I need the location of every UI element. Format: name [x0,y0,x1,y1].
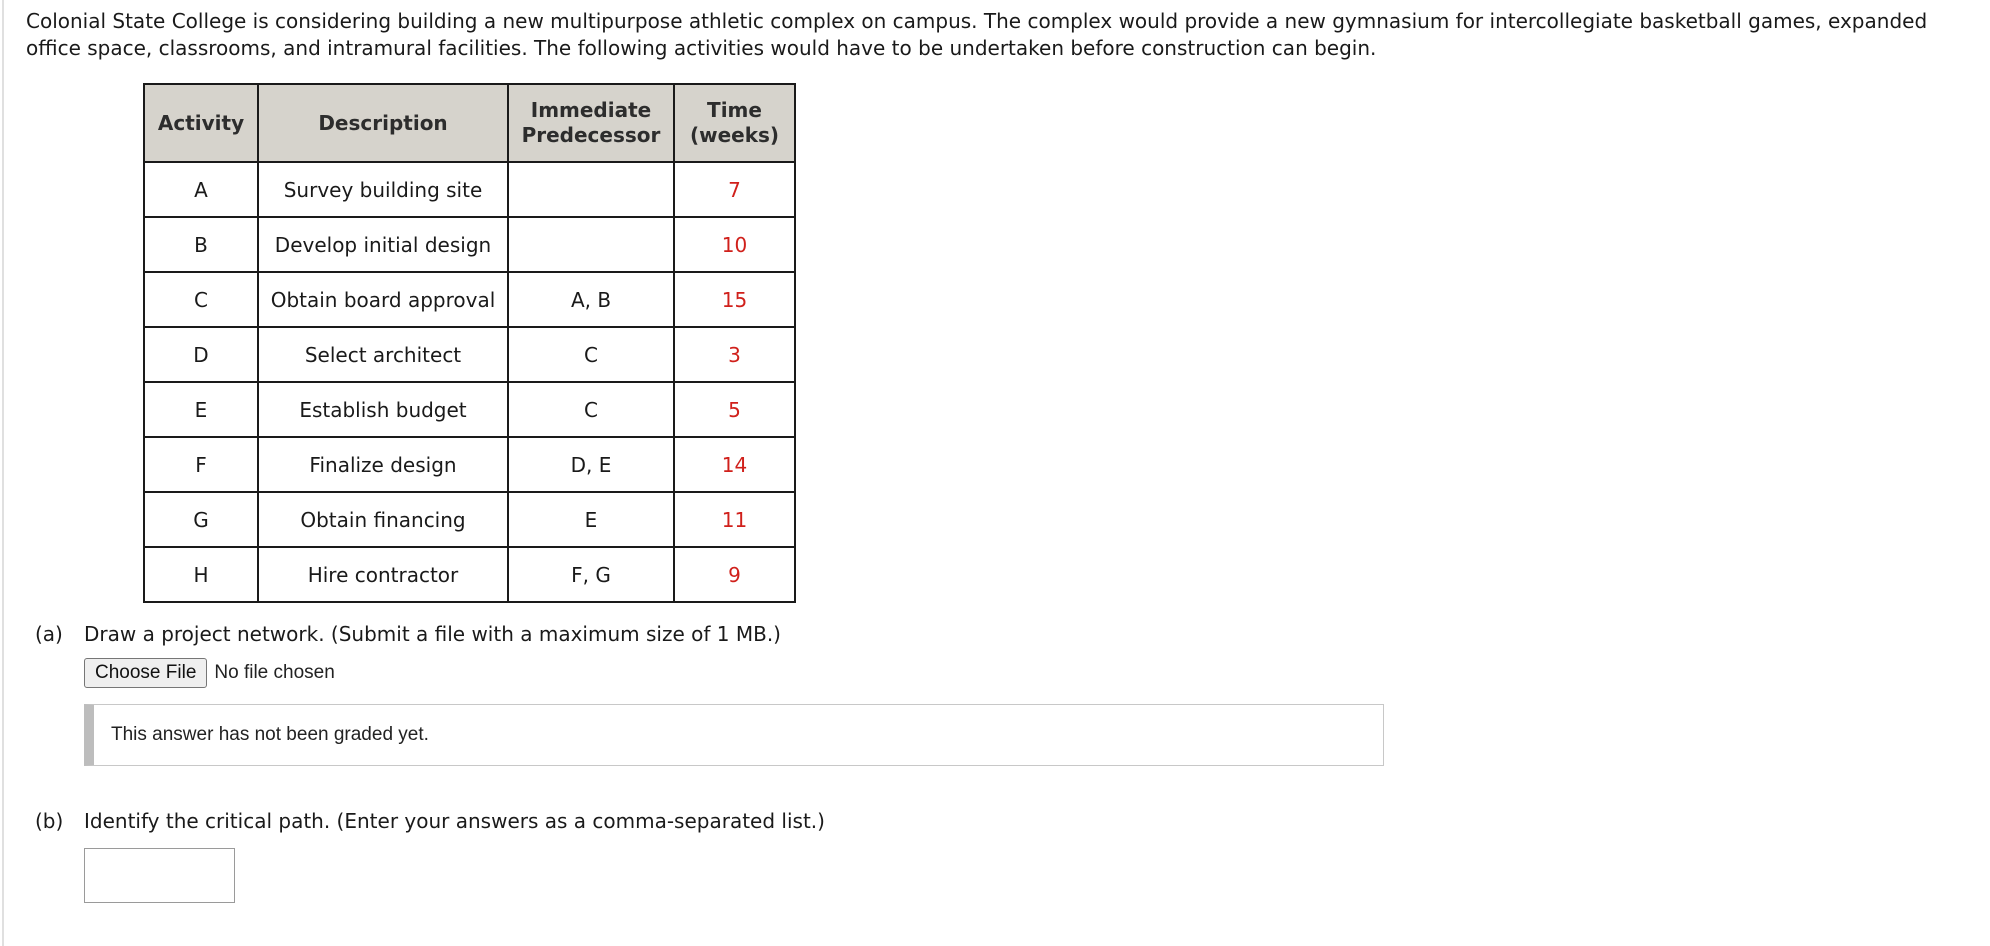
cell-predecessor [508,217,674,272]
problem-intro: Colonial State College is considering building a new multipurpose athletic complex on campus. The complex would provide a new gymnasium for intercollegiate basketball games, expanded office space, classrooms, and intramural facilities. The following activities would have to be undertaken before construction can begin. [26,9,1928,60]
cell-activity: E [144,382,258,437]
cell-time: 14 [674,437,795,492]
choose-file-button[interactable]: Choose File [84,658,207,688]
cell-activity: G [144,492,258,547]
left-border [2,0,4,946]
cell-time: 3 [674,327,795,382]
part-b-text: Identify the critical path. (Enter your answers as a comma-separated list.) [84,809,825,833]
cell-predecessor: A, B [508,272,674,327]
critical-path-input[interactable] [84,848,235,903]
header-predecessor-line2: Predecessor [521,123,661,147]
table-row [144,492,795,547]
cell-activity: A [144,162,258,217]
table-header-row [144,84,795,162]
cell-activity: D [144,327,258,382]
table-row [144,272,795,327]
part-a-letter: (a) [35,622,63,646]
header-predecessor-line1: Immediate [530,98,652,122]
table-row [144,547,795,602]
header-description: Description [258,84,508,162]
cell-activity: F [144,437,258,492]
file-upload [84,658,335,688]
table-row [144,437,795,492]
cell-predecessor: F, G [508,547,674,602]
cell-activity: H [144,547,258,602]
graded-note-box [84,704,1384,766]
cell-description: Establish budget [258,382,508,437]
cell-description: Obtain financing [258,492,508,547]
cell-predecessor [508,162,674,217]
cell-time: 10 [674,217,795,272]
header-time-line2: (weeks) [689,123,780,147]
cell-time: 5 [674,382,795,437]
table-row [144,382,795,437]
table-row [144,327,795,382]
cell-predecessor: C [508,382,674,437]
cell-predecessor: D, E [508,437,674,492]
cell-time: 7 [674,162,795,217]
header-predecessor [508,84,674,162]
cell-description: Hire contractor [258,547,508,602]
cell-description: Obtain board approval [258,272,508,327]
cell-predecessor: C [508,327,674,382]
header-activity: Activity [144,84,258,162]
cell-time: 9 [674,547,795,602]
activities-table [143,83,796,603]
cell-description: Finalize design [258,437,508,492]
header-time [674,84,795,162]
header-time-line1: Time [707,98,762,122]
cell-description: Develop initial design [258,217,508,272]
table-row [144,217,795,272]
file-status: No file chosen [214,662,335,683]
cell-description: Select architect [258,327,508,382]
table-row [144,162,795,217]
cell-predecessor: E [508,492,674,547]
part-b-letter: (b) [35,809,64,833]
cell-activity: B [144,217,258,272]
part-a-text: Draw a project network. (Submit a file with a maximum size of 1 MB.) [84,622,781,646]
cell-time: 15 [674,272,795,327]
cell-time: 11 [674,492,795,547]
graded-note: This answer has not been graded yet. [111,724,429,745]
cell-description: Survey building site [258,162,508,217]
cell-activity: C [144,272,258,327]
